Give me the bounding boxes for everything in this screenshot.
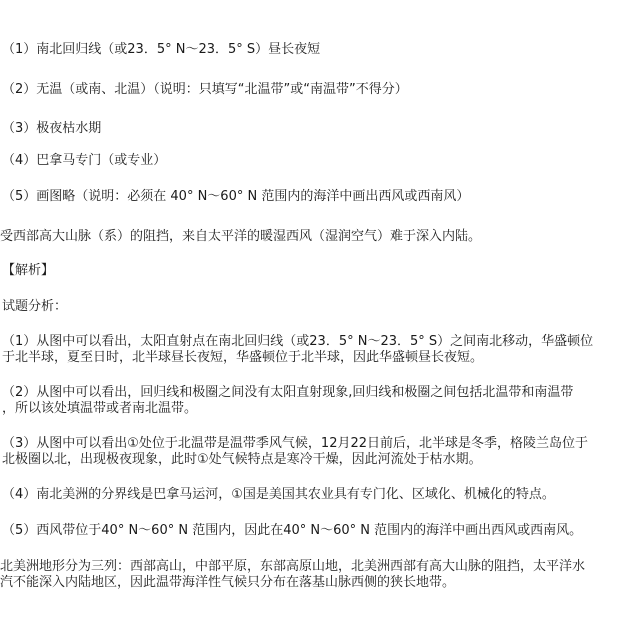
analysis-intro: 试题分析： — [2, 299, 68, 314]
analysis-heading: 【解析】 — [2, 263, 55, 278]
analysis-3-line-2: 北极圈以北，出现极夜现象，此时①处气候特点是寒冷干燥，因此河流处于枯水期。 — [2, 452, 482, 467]
answer-2: （2）无温（或南、北温）（说明：只填写“北温带”或“南温带”不得分） — [2, 82, 408, 97]
answer-1: （1）南北回归线（或23．5° N～23．5° S）昼长夜短 — [2, 42, 321, 57]
analysis-1-line-1: （1）从图中可以看出，太阳直射点在南北回归线（或23．5° N～23．5° S）之间南北移动，华盛顿位 — [2, 334, 594, 349]
analysis-5: （5）西风带位于40° N～60° N 范围内，因此在40° N～60° N 范围内的海洋中画出西风或西南风。 — [2, 523, 583, 538]
analysis-3-line-1: （3）从图中可以看出①处位于北温带是温带季风气候，12月22日前后，北半球是冬季，格陵兰岛位于 — [2, 436, 589, 451]
summary-line-1: 北美洲地形分为三列：西部高山，中部平原，东部高原山地，北美洲西部有高大山脉的阻挡，太平洋水 — [0, 559, 586, 574]
answer-5: （5）画图略（说明：必须在 40° N～60° N 范围内的海洋中画出西风或西南风） — [2, 189, 470, 204]
answer-4: （4）巴拿马专门（或专业） — [2, 153, 167, 168]
analysis-4: （4）南北美洲的分界线是巴拿马运河，①国是美国其农业具有专门化、区域化、机械化的特点。 — [2, 487, 555, 502]
extra-answer: 受西部高大山脉（系）的阻挡，来自太平洋的暖湿西风（湿润空气）难于深入内陆。 — [0, 229, 482, 244]
analysis-2-line-1: （2）从图中可以看出，回归线和极圈之间没有太阳直射现象,回归线和极圈之间包括北温带和南温带 — [2, 385, 574, 400]
answer-3: （3）极夜枯水期 — [2, 121, 102, 136]
analysis-1-line-2: 于北半球，夏至日时，北半球昼长夜短，华盛顿位于北半球，因此华盛顿昼长夜短。 — [2, 350, 484, 365]
analysis-2-line-2: ，所以该处填温带或者南北温带。 — [2, 401, 198, 416]
summary-line-2: 汽不能深入内陆地区，因此温带海洋性气候只分布在落基山脉西侧的狭长地带。 — [0, 575, 456, 590]
